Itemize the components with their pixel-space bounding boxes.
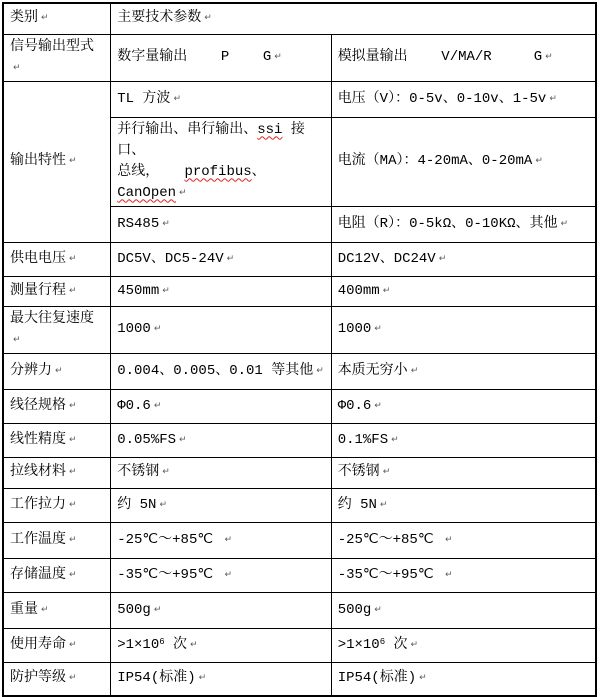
- cell-label: [3, 592, 111, 628]
- category-label: 类别 ↵: [10, 10, 49, 26]
- bus-text: 接口、: [117, 121, 305, 159]
- cell-output-characteristics: [3, 81, 111, 242]
- bus-text: 总线，: [117, 163, 185, 180]
- table-row-wire-material: [3, 457, 596, 488]
- table-row-resolution: [3, 353, 596, 389]
- cell-value: [111, 662, 331, 696]
- cell-value: [331, 522, 596, 558]
- table-row-output-1: [3, 81, 596, 117]
- cell-value: [111, 558, 331, 592]
- tl-square-wave-value: TL 方波 ↵: [117, 91, 181, 107]
- cell-label: [3, 662, 111, 696]
- lifespan-base: >1×10: [117, 636, 160, 653]
- row-value: 0.05%FS ↵: [117, 432, 186, 448]
- cell-main-params: [111, 3, 596, 34]
- cell-label: [3, 306, 111, 353]
- main-params-label: 主要技术参数 ↵: [117, 10, 212, 26]
- spellcheck-word-canopen: CanOpen: [117, 184, 177, 201]
- row-label: 测量行程 ↵: [10, 283, 77, 299]
- row-label: 工作拉力 ↵: [10, 497, 77, 513]
- cell-voltage-range: [331, 81, 596, 117]
- output-characteristics-label: 输出特性 ↵: [10, 153, 77, 169]
- cell-label: [3, 242, 111, 276]
- cell-value: [331, 353, 596, 389]
- cell-label: [3, 488, 111, 522]
- lifespan-unit: 次: [164, 636, 188, 653]
- cell-value: [331, 306, 596, 353]
- table-row-max-speed: [3, 306, 596, 353]
- cell-label: [3, 276, 111, 306]
- cell-resistance-range: [331, 206, 596, 242]
- row-value: 1000 ↵: [338, 321, 382, 337]
- cell-analog-output: [331, 34, 596, 81]
- cell-signal-label: [3, 34, 111, 81]
- lifespan-value: [338, 637, 418, 653]
- row-label: 存储温度 ↵: [10, 567, 77, 583]
- table-row-linearity: [3, 423, 596, 457]
- cell-value: [111, 522, 331, 558]
- row-value: DC12V、DC24V ↵: [338, 251, 447, 267]
- lifespan-exponent: 6: [379, 636, 386, 647]
- row-value: 不锈钢 ↵: [117, 464, 170, 480]
- row-label: 分辨力 ↵: [10, 363, 63, 379]
- row-label: 拉线材料 ↵: [10, 464, 77, 480]
- table-row-lifespan: [3, 628, 596, 662]
- cell-lifespan-value: [331, 628, 596, 662]
- bus-text: 、: [251, 163, 266, 180]
- row-value: Φ0.6 ↵: [338, 398, 382, 414]
- cell-digital-output: [111, 34, 331, 81]
- cell-value: [331, 276, 596, 306]
- table-row-working-pull: [3, 488, 596, 522]
- row-label: 防护等级 ↵: [10, 670, 77, 686]
- row-label: 供电电压 ↵: [10, 251, 77, 267]
- cell-value: [111, 306, 331, 353]
- cell-value: [331, 558, 596, 592]
- current-range-value: 电流（MA）：4-20mA、0-20mA ↵: [338, 153, 543, 169]
- row-value: 约 5N ↵: [338, 497, 388, 513]
- row-value: 0.1%FS ↵: [338, 432, 399, 448]
- table-row-protection-rating: [3, 662, 596, 696]
- row-value: 不锈钢 ↵: [338, 464, 391, 480]
- cell-value: [111, 457, 331, 488]
- digital-output-value: 数字量输出 P G ↵: [117, 49, 282, 65]
- cell-label: [3, 522, 111, 558]
- row-label: 最大往复速度 ↵: [10, 311, 94, 348]
- table-row-supply-voltage: [3, 242, 596, 276]
- cell-value: [331, 488, 596, 522]
- cell-label: [3, 628, 111, 662]
- cell-value: [331, 242, 596, 276]
- cell-value: [111, 488, 331, 522]
- row-value: IP54(标准) ↵: [338, 670, 427, 686]
- bus-text: 并行输出、串行输出、: [117, 121, 258, 138]
- row-value: 400mm ↵: [338, 283, 391, 299]
- row-value: 1000 ↵: [117, 321, 161, 337]
- table-row-working-temp: [3, 522, 596, 558]
- spellcheck-word-profibus: profibus: [184, 163, 252, 180]
- row-value: 450mm ↵: [117, 283, 170, 299]
- cell-value: [331, 389, 596, 423]
- signal-label: 信号输出型式 ↵: [10, 39, 94, 76]
- row-value: DC5V、DC5-24V ↵: [117, 251, 234, 267]
- cell-current-range: [331, 117, 596, 206]
- cell-category: [3, 3, 111, 34]
- cell-label: [3, 457, 111, 488]
- cell-value: [331, 592, 596, 628]
- cell-value: [111, 389, 331, 423]
- lifespan-unit: 次: [385, 636, 408, 653]
- bus-interfaces-value: [117, 122, 305, 201]
- row-value: -35℃～+95℃ ↵: [117, 567, 232, 583]
- lifespan-base: >1×10: [337, 636, 380, 653]
- cell-rs485: [111, 206, 331, 242]
- table-row-travel: [3, 276, 596, 306]
- voltage-range-value: 电压（V）：0-5v、0-10v、1-5v ↵: [338, 91, 557, 107]
- cell-value: [331, 423, 596, 457]
- cell-lifespan-value: [111, 628, 331, 662]
- row-value: 约 5N ↵: [117, 497, 167, 513]
- table-row-weight: [3, 592, 596, 628]
- lifespan-exponent: 6: [159, 636, 165, 647]
- row-label: 工作温度 ↵: [10, 532, 77, 548]
- row-value: 本质无穷小 ↵: [338, 363, 419, 379]
- row-value: IP54(标准) ↵: [117, 670, 206, 686]
- row-value: 500g ↵: [338, 602, 382, 618]
- cell-bus-interfaces: [111, 117, 331, 206]
- lifespan-value: [117, 637, 197, 653]
- cell-value: [111, 242, 331, 276]
- cell-label: [3, 389, 111, 423]
- row-value: 0.004、0.005、0.01 等其他 ↵: [117, 363, 324, 379]
- table-row-signal-output: [3, 34, 596, 81]
- rs485-value: RS485 ↵: [117, 216, 170, 232]
- cell-value: [111, 423, 331, 457]
- row-label: 使用寿命 ↵: [10, 637, 77, 653]
- cell-value: [331, 457, 596, 488]
- cell-tl-square-wave: [111, 81, 331, 117]
- row-value: Φ0.6 ↵: [117, 398, 161, 414]
- row-label: 线径规格 ↵: [10, 398, 77, 414]
- cell-label: [3, 423, 111, 457]
- row-value: -35℃～+95℃ ↵: [338, 567, 453, 583]
- table-row-header: [3, 3, 596, 34]
- cell-value: [331, 662, 596, 696]
- resistance-range-value: 电阻（R）：0-5kΩ、0-10KΩ、其他 ↵: [338, 216, 568, 232]
- row-value: -25℃～+85℃ ↵: [117, 532, 232, 548]
- cell-value: [111, 353, 331, 389]
- row-value: 500g ↵: [117, 602, 161, 618]
- analog-output-value: 模拟量输出 V/MA/R G ↵: [338, 49, 553, 65]
- spec-table: [2, 2, 597, 697]
- table-row-wire-diameter: [3, 389, 596, 423]
- row-label: 重量 ↵: [10, 602, 49, 618]
- row-value: -25℃～+85℃ ↵: [338, 532, 453, 548]
- spellcheck-word-ssi: ssi: [257, 121, 283, 138]
- cell-label: [3, 558, 111, 592]
- cell-value: [111, 592, 331, 628]
- cell-label: [3, 353, 111, 389]
- table-row-storage-temp: [3, 558, 596, 592]
- cell-value: [111, 276, 331, 306]
- row-label: 线性精度 ↵: [10, 432, 77, 448]
